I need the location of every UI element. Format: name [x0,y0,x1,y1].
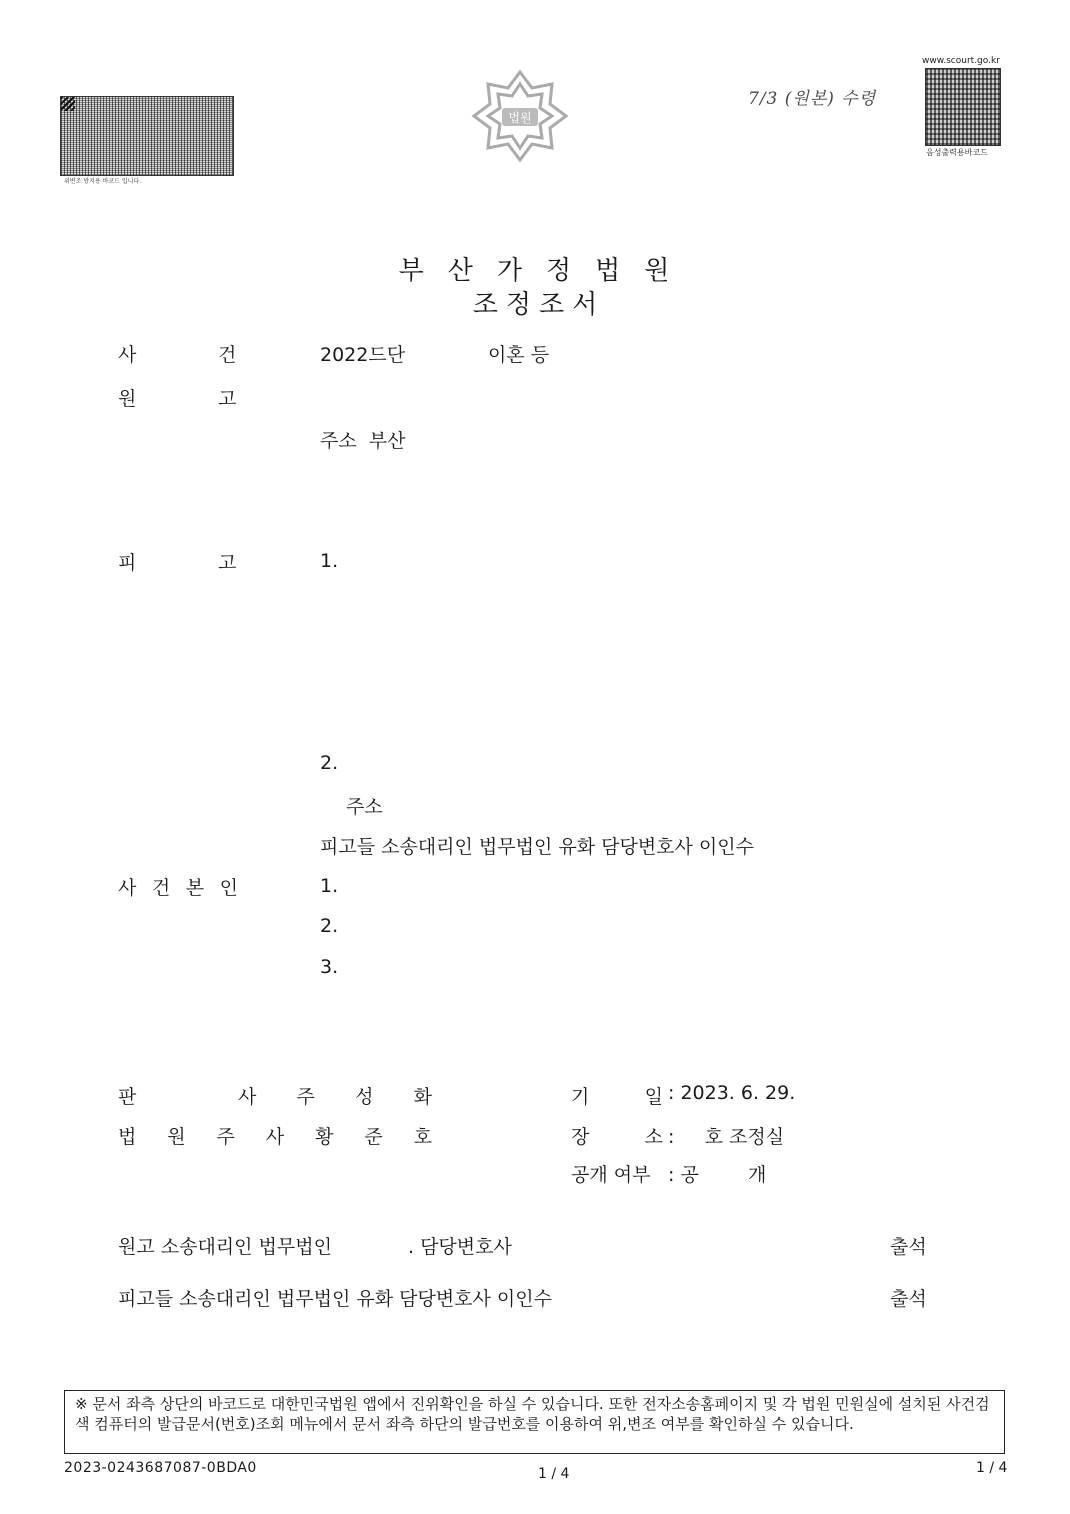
document-title: 조정조서 [472,290,606,320]
clerk-label-char: 법 [118,1126,137,1148]
case-label-a: 사 [118,344,137,366]
site-url: www.scourt.go.kr [922,56,1000,66]
public-label: 공개 여부 [571,1164,651,1186]
place-label-char: 장 [571,1126,590,1148]
defendant-address: 주소 [346,796,383,818]
judge-name-char: 화 [413,1086,432,1108]
clerk-label-char: 원 [167,1126,186,1148]
defendant-rep: 피고들 소송대리인 법무법인 유화 담당변호사 이인수 [118,1288,552,1310]
defendant-item-1: 1. [320,550,339,572]
principals-label [118,873,238,900]
case-label-b: 건 [218,344,237,366]
place-value: : 호 조정실 [668,1126,785,1148]
handwritten-note: 7/3 (원본) 수령 [748,89,877,109]
page-number-center: 1 / 4 [538,1466,570,1482]
clerk-row [118,1122,432,1149]
principal-item-2: 2. [320,915,339,937]
place-label [571,1122,663,1149]
plaintiff-rep-lawyer: . 담당변호사 [408,1236,512,1258]
defendant-label-a: 피 [118,552,137,574]
qr-caption: 음성출력용바코드 [926,148,988,157]
verification-notice: ※ 문서 좌측 상단의 바코드로 대한민국법원 앱에서 진위확인을 하실 수 있습니다. 또한 전자소송홈페이지 및 각 법원 민원실에 설치된 사건검색 컴퓨터의 발급문서(번호)조회 메뉴에서 문서 좌측 하단의 발급번호를 이용하여 위,변조 여부를 확인하실 수 있습니다. [64,1390,1005,1454]
clerk-label-char: 주 [216,1126,235,1148]
defendant-attendance-status: 출석 [890,1288,927,1310]
principals-label-char: 사 [118,877,137,899]
barcode-caption: 위변조 방지용 바코드 입니다. [64,178,142,185]
date-value: : 2023. 6. 29. [668,1082,796,1104]
verification-barcode [60,96,234,176]
date-label-char: 기 [571,1086,590,1108]
plaintiff-address: 주소 부산 [320,430,406,452]
plaintiff-label-b: 고 [218,388,237,410]
barcode-corner-mark [61,97,75,111]
case-name: 이혼 등 [488,344,550,366]
audio-output-barcode [925,68,1001,146]
plaintiff-rep: 원고 소송대리인 법무법인 [118,1236,332,1258]
court-emblem-icon [470,66,570,166]
page-number-right: 1 / 4 [976,1460,1008,1476]
defendant-label-b: 고 [218,552,237,574]
judge-name-char: 성 [355,1086,374,1108]
court-name: 부산가정법원 [398,256,694,286]
judge-label-2: 사 [238,1086,257,1108]
plaintiff-attendance-status: 출석 [890,1236,927,1258]
judge-name-char: 주 [296,1086,315,1108]
date-label-char: 일 [644,1086,663,1108]
public-value-b: 개 [748,1164,767,1186]
issue-number: 2023-0243687087-0BDA0 [64,1460,257,1476]
principals-label-char: 본 [185,877,205,899]
plaintiff-label-a: 원 [118,388,137,410]
emblem-text: 법원 [508,111,532,125]
principals-label-char: 인 [219,877,238,899]
principal-item-3: 3. [320,956,339,978]
principal-item-1: 1. [320,875,339,897]
case-number: 2022드단 [320,344,406,366]
clerk-label-char: 사 [265,1126,285,1148]
date-label [571,1082,663,1109]
clerk-name-char: 호 [413,1126,432,1148]
place-label-char: 소 [644,1126,663,1148]
judge-label: 판 [118,1086,137,1108]
defendant-counsel: 피고들 소송대리인 법무법인 유화 담당변호사 이인수 [320,836,754,858]
clerk-name-char: 황 [315,1126,334,1148]
clerk-name-char: 준 [364,1126,383,1148]
public-value-a: : 공 [668,1164,699,1186]
defendant-item-2: 2. [320,752,339,774]
judge-row [238,1082,432,1109]
principals-label-char: 건 [151,877,171,899]
